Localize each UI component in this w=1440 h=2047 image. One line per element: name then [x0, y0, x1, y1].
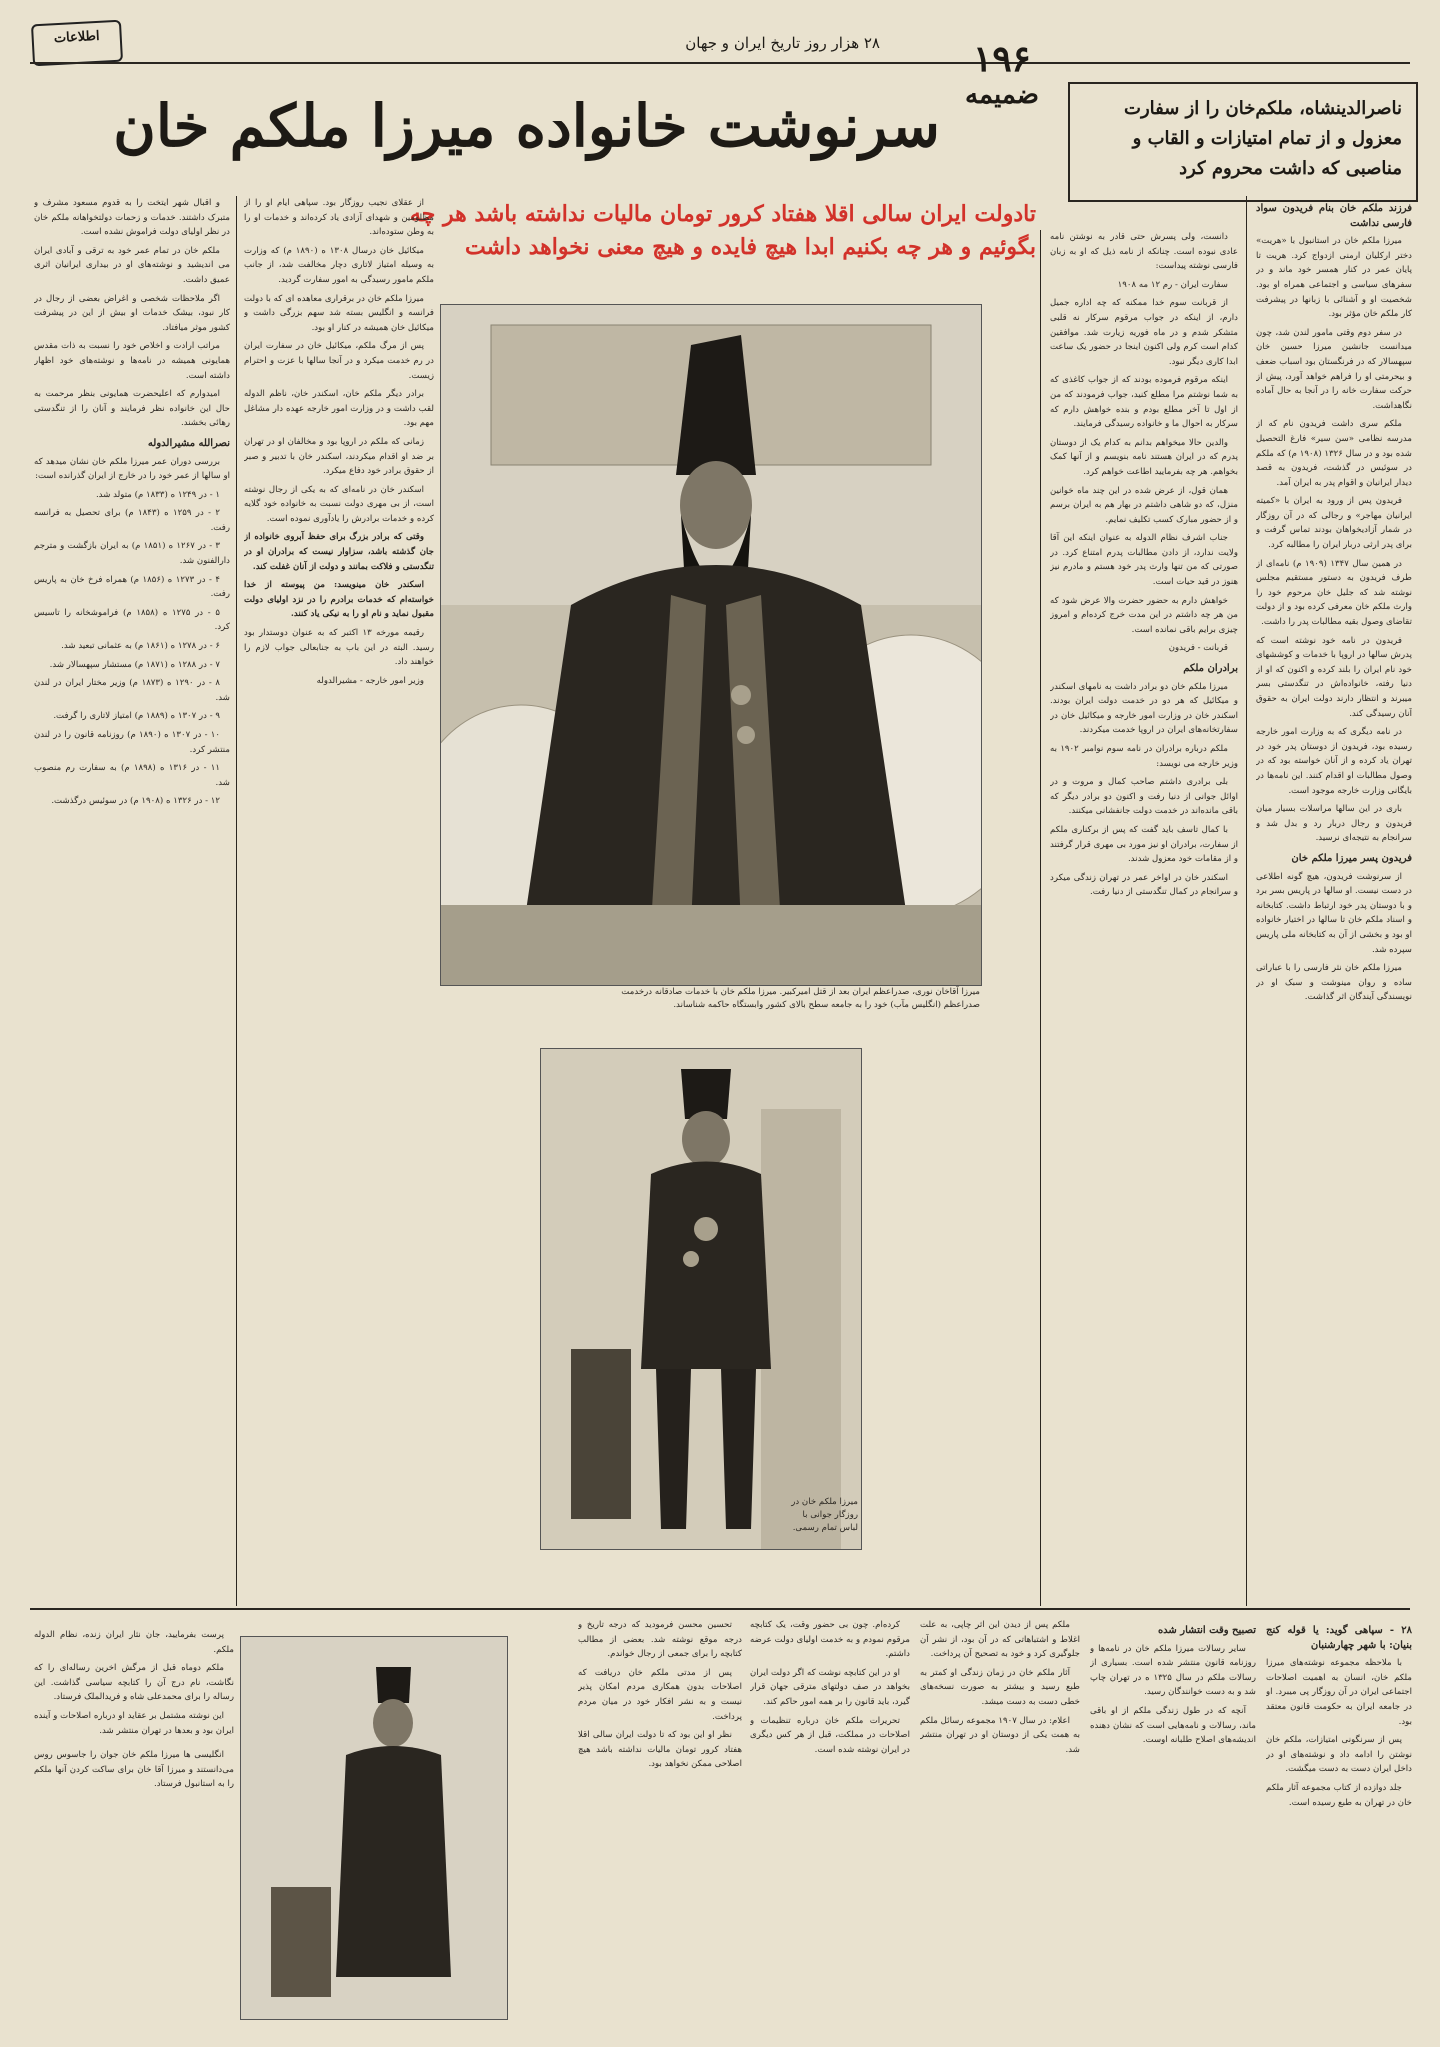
paragraph: ۹ - در ۱۳۰۷ ه (۱۸۸۹ م) امتیاز لاتاری را گرفت. [53, 711, 220, 722]
seated-portrait-image [441, 305, 981, 985]
page-number: ۱۹۶ [972, 38, 1031, 80]
column-subheading: فریدون پسر میرزا ملکم خان [1291, 852, 1412, 864]
paragraph: اگر ملاحظات شخصی و اغراض بعضی از رجال در کار نبود، بیشک خدمات او بیش از این در پیشرفت کشور موثر میافتاد. [34, 293, 230, 333]
column-heading: ۲۸ - سپاهی گوید: یا قوله کنج بنیان: با شهر چهارشنبان [1266, 1625, 1412, 1651]
portrait-photo-standing [540, 1048, 862, 1550]
paragraph: فریدون در نامه خود نوشته است که پدرش سالها در اروپا با خدمات و کوششهای خود نام ایران را بلند کرده و اکنون که او از دنیا رفته، خانواده‌اش در تنگدستی بسر میبرند و انتظار دارند دولت ایران به حقوق آنان رسیدگی کند. [1256, 635, 1412, 719]
paragraph: ۱۰ - در ۱۳۰۷ ه (۱۸۹۰ م) روزنامه قانون را در لندن منتشر کرد. [34, 730, 230, 755]
paragraph: ملکم پس از دیدن این اثر چاپی، به علت اغلاط و اشتباهاتی که در آن بود، از نشر آن جلوگیری کرد و خود به تصحیح آن پرداخت. [920, 1620, 1080, 1660]
column-rule [1246, 196, 1247, 1606]
red-kicker: تادولت ایران سالی اقلا هفتاد کرور تومان مالیات نداشته باشد هر چه بگوئیم و هر چه بکنیم ابدا هیچ فایده و هیچ معنی نخواهد داشت [409, 201, 1036, 260]
photo-caption-3: انگلیسی ها میرزا ملکم خان جوان را جاسوس روس می‌دانستند و میرزا آقا خان برای ساکت کردن آنها ملکم را به استانبول فرستاد. [34, 1750, 234, 1790]
paragraph: زمانی که ملکم در اروپا بود و مخالفان او در تهران بر ضد او اقدام میکردند، اسکندر خان با تدبیر و صبر از حقوق برادر خود دفاع میکرد. [244, 436, 434, 477]
article-column-2 [1050, 230, 1238, 1600]
column-subheading: برادران ملکم [1183, 663, 1238, 675]
column-heading: فرزند ملکم خان بنام فریدون سواد فارسی نداشت [1256, 203, 1412, 229]
portrait-photo-young [240, 1636, 508, 2020]
section-rule [30, 1608, 1410, 1610]
paragraph: و اقبال شهر ایتخت را به قدوم مسعود مشرف و متبرک داشتند. خدمات و زحمات دولتخواهانه ملکم خان در نظر اولیای دولت فراموش نشده است. [34, 198, 230, 238]
paragraph: قربانت - فریدون [1168, 643, 1228, 654]
paragraph: اعلام: در سال ۱۹۰۷ مجموعه رسائل ملکم به همت یکی از دوستان او در تهران منتشر شد. [920, 1715, 1080, 1755]
article-column-3 [244, 196, 434, 1600]
paragraph: سفارت ایران - رم ۱۲ مه ۱۹۰۸ [1117, 279, 1228, 290]
paragraph: از قربانت سوم خدا ممکنه که چه اداره جمیل دارم، از اینکه در جواب مرقوم سرکار نه قلبی متشکر شدم و در ماه فوریه زیارت شد. موافقین کدام است کرم ولی اکنون اینجا در حضور یک ساعت ابدا کاری دیگر نبود. [1050, 298, 1238, 367]
paragraph: سایر رسالات میرزا ملکم خان در نامه‌ها و روزنامه قانون منتشر شده است. بسیاری از رسالات ملکم در سال ۱۳۲۵ ه در تهران چاپ شد و به دست خوانندگان رسید. [1090, 1643, 1256, 1698]
paragraph: آثار ملکم خان در زمان زندگی او کمتر به طبع رسید و بیشتر به صورت نسخه‌های خطی دست به دست میشد. [920, 1667, 1080, 1707]
paragraph: ملکم سری داشت فریدون نام که از مدرسه نظامی «سن سیر» فارغ التحصیل شده بود و در سال ۱۳۲۶ (۱۹۰۸ م) که ملکم در سوئیس در گذشت، فریدون به قصد دیدار ایرانیان و اقوام پدر به ایران آمد. [1256, 419, 1412, 488]
bold-paragraph: اسکندر خان مینویسد: من پیوسته از خدا خواسته‌ام که خدمات برادرم را در نزد اولیای دولت مقبول نماید و نام او را به نیکی یاد کنند. [244, 580, 434, 620]
paragraph: خواهش دارم به حضور حضرت والا عرض شود که من هر چه داشتم در این مدت خرج کرده‌ام و امروز چیزی برایم باقی نمانده است. [1050, 595, 1238, 635]
paragraph: میرزا ملکم خان در استانبول با «هریت» دختر ارکلیان ارمنی ازدواج کرد. هریت تا پایان عمر در کنار همسر خود ماند و در سفرهای سیاسی و اجتماعی همراه او بود. شخصیت او و آشنائی با زبانها در پیشرفت کار ملکم خان مؤثر بود. [1256, 236, 1412, 320]
bottom-column-2 [1090, 1618, 1256, 2028]
paragraph: دانست، ولی پسرش حتی قادر به نوشتن نامه عادی نبوده است. چنانکه از نامه ذیل که او به زبان فارسی نوشته پیداست: [1050, 232, 1238, 272]
paragraph: در نامه دیگری که به وزارت امور خارجه رسیده بود، فریدون از دوستان پدر خود در تهران یاد کرده و از آنان خواسته بود که در وصول مطالبات او اقدام کنند. این نامه‌ها در بایگانی وزارت خارجه موجود است. [1256, 727, 1412, 796]
article-column-4 [34, 196, 230, 1600]
paragraph: ۸ - در ۱۲۹۰ ه (۱۸۷۳ م) وزیر مختار ایران در لندن شد. [34, 678, 230, 703]
paragraph: ۴ - در ۱۲۷۳ ه (۱۸۵۶ م) همراه فرخ خان به پاریس رفت. [34, 574, 230, 600]
paragraph: باری در این سالها مراسلات بسیار میان فریدون و رجال دربار رد و بدل شد و سرانجام به نتیجه‌ای نرسید. [1256, 804, 1412, 844]
bottom-column-1 [1266, 1618, 1412, 2028]
bottom-column-5 [578, 1618, 742, 2028]
header-line: ۲۸ هزار روز تاریخ ایران و جهان [685, 34, 880, 52]
supplement-label: ضمیمه [965, 80, 1039, 110]
paragraph: با کمال تاسف باید گفت که پس از برکناری ملکم از سفارت، برادران او نیز مورد بی مهری قرار گرفتند و از مقامات خود معزول شدند. [1050, 824, 1238, 865]
paragraph: مراتب ارادت و اخلاص خود را نسبت به ذات مقدس همایونی همیشه در نامه‌ها و نوشته‌های خود اظهار داشته است. [34, 341, 230, 381]
paragraph: پس از مرگ ملکم، میکائیل خان در سفارت ایران در رم خدمت میکرد و در آنجا سالها با عزت و احترام زیست. [244, 341, 434, 381]
newspaper-logo: اطلاعات [31, 20, 123, 67]
paragraph: این نوشته مشتمل بر عقاید او درباره اصلاحات و آینده ایران بود و بعدها در تهران منتشر شد. [34, 1710, 234, 1736]
paragraph: رقیمه مورخه ۱۳ اکتبر که به عنوان دوستدار بود رسید. البته در این باب به جنابعالی جواب لازم را خواهند داد. [244, 628, 434, 668]
paragraph: اسکندر خان در نامه‌ای که به یکی از رجال نوشته است، از بی مهری دولت نسبت به خانواده خود گلایه کرده و خدمات برادرش را یادآوری نموده است. [244, 484, 434, 524]
column-rule [1040, 230, 1041, 1606]
paragraph: بلی برادری داشتم صاحب کمال و مروت و در اوائل جوانی از دنیا رفت و اکنون دو برادر دیگر که باقی مانده‌اند در خدمت دولت جانفشانی میکنند. [1050, 777, 1238, 817]
paragraph: ۵ - در ۱۲۷۵ ه (۱۸۵۸ م) فراموشخانه را تاسیس کرد. [34, 607, 230, 633]
paragraph: ۱ - در ۱۲۴۹ ه (۱۸۳۳ م) متولد شد. [95, 489, 220, 500]
paragraph: همان قول، از عرض شده در این چند ماه خوانین منزل، که دو شاهی داشتم در بهار هم به ایران برسم و از حضور مبارک کسب تکلیف نمایم. [1050, 485, 1238, 525]
paragraph: ملکم دوماه قبل از مرگش اخرین رساله‌ای را که نگاشت، نام درج آن را کتابچه سیاسی گذاشت. این رساله را برای محمدعلی شاه و فریدالملک فرستاد. [34, 1663, 234, 1703]
headline: سرنوشت خانواده میرزا ملکم خان [113, 92, 940, 160]
photo-caption-1: میرزا آقاخان نوری، صدراعظم ایران بعد از قتل امیرکبیر. میرزا ملکم خان با خدمات صادقانه درخدمت صدراعظم (انگلیس مآب) خود را به جامعه سطح بالای کشور وابستگاه حاکمه شناساند. [621, 987, 980, 1010]
paragraph: میرزا ملکم خان در برقراری معاهده ای که با دولت فرانسه و انگلیس بسته شد سهم بزرگی داشت و میکائیل خان همیشه در کنار او بود. [244, 293, 434, 333]
paragraph: در همین سال ۱۳۴۷ (۱۹۰۹ م) نامه‌ای از طرف فریدون به دستور مستقیم مجلس نوشته شد که جلیل خان مرحوم خود را وارث ملکم خان معرفی کرده بود و از دولت تقاضای وصول بقیه مطالبات پدر را داشت. [1256, 558, 1412, 628]
paragraph: تحسین محسن فرمودید که درجه تاریخ و درجه موقع نوشته شد. بعضی از مطالب کتابچه را برای جمعی از رجال خواندم. [578, 1620, 742, 1660]
paragraph: از سرنوشت فریدون، هیچ گونه اطلاعی در دست نیست. او سالها در پاریس بسر برد و با دوستان پدر خود ارتباط داشت. کتابخانه و اسناد ملکم خان تا سالها در اختیار خانواده او بود و بخشی از آن به کتابخانه ملی پاریس سپرده شد. [1256, 871, 1412, 955]
paragraph: کرده‌ام. چون بی حضور وقت، یک کتابچه مرقوم نمودم و به خدمت اولیای دولت عرضه داشتم. [750, 1620, 910, 1660]
paragraph: ۲ - در ۱۲۵۹ ه (۱۸۴۳ م) برای تحصیل به فرانسه رفت. [34, 508, 230, 533]
article-column-1 [1256, 196, 1412, 1600]
paragraph: ۷ - در ۱۲۸۸ ه (۱۸۷۱ م) مستشار سپهسالار شد. [49, 659, 220, 670]
paragraph: پس از مدتی ملکم خان دریافت که اصلاحات بدون همکاری مردم امکان پذیر نیست و به نشر افکار خود در میان مردم پرداخت. [578, 1667, 742, 1722]
paragraph: با ملاحظه مجموعه نوشته‌های میرزا ملکم خان، انسان به اهمیت اصلاحات اجتماعی ایران در آن روزگار پی میبرد. او در جامعه ایران به حکومت قانون معتقد بود. [1266, 1658, 1412, 1727]
paragraph: میرزا ملکم خان دو برادر داشت به نامهای اسکندر و میکائیل که هر دو در خدمت دولت ایران بودند. اسکندر خان در وزارت امور خارجه و میکائیل خان در سفارتخانه‌های ایران در اروپا خدمت میکردند. [1050, 681, 1238, 736]
paragraph: از عقلای نجیب روزگار بود. سپاهی ایام او را از مظلومین و شهدای آزادی یاد کرده‌اند و خدمات او را به وطن ستوده‌اند. [244, 198, 434, 238]
column-heading: تصبیح وقت انتشار شده [1157, 1625, 1256, 1636]
paragraph: امیدوارم که اعلیحضرت همایونی بنظر مرحمت به حال این خانواده نظر فرمایند و آنان را از تنگدستی رهائی بخشند. [34, 389, 230, 429]
paragraph: میرزا ملکم خان نثر فارسی را با عباراتی ساده و روان مینوشت و سبک او در نویسندگی آیندگان اثر گذاشت. [1256, 963, 1412, 1003]
paragraph: بررسی دوران عمر میرزا ملکم خان نشان میدهد که او سالها از عمر خود را در خارج از ایران گذرانده است: [34, 456, 230, 482]
bottom-column-3 [920, 1618, 1080, 2028]
bottom-column-6 [34, 1628, 234, 2028]
paragraph: پس از سرنگونی امتیازات، ملکم خان نوشتن را ادامه داد و نوشته‌های او در داخل ایران دست به دست میگشت. [1266, 1735, 1412, 1775]
paragraph: او در این کتابچه نوشت که اگر دولت ایران بخواهد در صف دولتهای مترقی جهان قرار گیرد، باید قانون را بر همه امور حاکم کند. [750, 1667, 910, 1707]
paragraph: در سفر دوم وقتی مامور لندن شد، چون میدانست جانشین میرزا حسین خان سپهسالار که در فرنگستان بود اسباب ضعف و بیحرمتی او را فراهم خواهد آورد، پیش از حرکت سفارت خانه را در آنجا به حال آماده نگاهداشت. [1256, 327, 1412, 411]
paragraph: ۶ - در ۱۲۷۸ ه (۱۸۶۱ م) به عثمانی تبعید شد. [61, 641, 220, 652]
paragraph: آنچه که در طول زندگی ملکم از او باقی ماند، رسالات و نامه‌هایی است که نشان دهنده اندیشه‌های اصلاح طلبانه اوست. [1090, 1705, 1256, 1746]
photo-caption-2: میرزا ملکم خان در روزگار جوانی با لباس تمام رسمی. [791, 1497, 858, 1533]
paragraph: پرست بفرمایید، جان نثار ایران زنده، نظام الدوله ملکم. [34, 1630, 234, 1655]
paragraph: والدین حالا میخواهم بدانم به کدام یک از دوستان پدرم که در ایران هستند نامه بنویسم و از آنها کمک بخواهم. هر چه بفرمایید اطاعت خواهم کرد. [1050, 437, 1238, 477]
standing-portrait-image [541, 1049, 861, 1549]
column-rule [236, 196, 237, 1606]
column-subheading: نصرالله مشیرالدوله [147, 437, 230, 449]
paragraph: ملکم درباره برادران در نامه سوم نوامبر ۱۹۰۲ به وزیر خارجه می نویسد: [1050, 744, 1238, 769]
paragraph: اسکندر خان در اواخر عمر در تهران زندگی میکرد و سرانجام در کمال تنگدستی از دنیا رفت. [1050, 872, 1238, 898]
paragraph: ۱۱ - در ۱۳۱۶ ه (۱۸۹۸ م) به سفارت رم منصوب شد. [34, 763, 230, 788]
paragraph: نظر او این بود که تا دولت ایران سالی اقلا هفتاد کرور تومان مالیات نداشته باشد هیچ اصلاحی ممکن نخواهد بود. [578, 1730, 742, 1770]
bold-paragraph: وقتی که برادر بزرگ برای حفظ آبروی خانواده از جان گذشته باشد، سزاوار نیست که برادران او در تنگدستی و فلاکت بمانند و دولت از آنان غفلت کند. [244, 532, 434, 572]
young-portrait-image [241, 1637, 507, 2019]
portrait-photo-seated [440, 304, 982, 986]
paragraph: جلد دوازده از کتاب مجموعه آثار ملکم خان در تهران به طبع رسیده است. [1266, 1782, 1412, 1808]
bottom-column-4 [750, 1618, 910, 2028]
paragraph: ۱۲ - در ۱۳۲۶ ه (۱۹۰۸ م) در سوئیس درگذشت. [51, 796, 220, 807]
paragraph: ۳ - در ۱۲۶۷ ه (۱۸۵۱ م) به ایران بازگشت و مترجم دارالفنون شد. [34, 541, 230, 567]
paragraph: وزیر امور خارجه - مشیرالدوله [316, 675, 424, 686]
paragraph: میکائیل خان درسال ۱۳۰۸ ه (۱۸۹۰ م) که وزارت به وسیله امتیاز لاتاری دچار مخالفت شد، از جانب ملکم مامور رسیدگی به امور سفارت گردید. [244, 245, 434, 285]
paragraph: ملکم خان در تمام عمر خود به ترقی و آبادی ایران می اندیشید و نوشته‌های او در بیداری ایرانیان اثری عمیق داشت. [34, 245, 230, 285]
paragraph: برادر دیگر ملکم خان، اسکندر خان، ناظم الدوله لقب داشت و در وزارت امور خارجه عهده دار مشاغل مهم بود. [244, 389, 434, 429]
paragraph: اینکه مرقوم فرموده بودند که از جواب کاغذی که به شما نوشتم مرا مطلع کنید، جواب فرمودند که من از اول تا آخر مطلع بودم و بنده خواهش دارم که سرکار به احوال ما و خانواده رسیدگی فرمایند. [1050, 375, 1238, 430]
side-box: ناصرالدینشاه، ملکم‌خان را از سفارت معزول و از تمام امتیازات و القاب و مناصبی که داشت محروم کرد [1068, 82, 1418, 202]
paragraph: تحریرات ملکم خان درباره تنظیمات و اصلاحات در مملکت، قبل از هر کس دیگری در ایران نوشته شده است. [750, 1715, 910, 1755]
paragraph: جناب اشرف نظام الدوله به عنوان اینکه این آقا ولایت ندارد، از دادن مطالبات پدرم امتناع کرد. در صورتی که من تنها وارث پدر خود هستم و مادرم نیز هنوز در قید حیات است. [1050, 533, 1238, 588]
paragraph: فریدون پس از ورود به ایران با «کمیته ایرانیان مهاجر» و رجالی که در آن روزگار در شمار آزادیخواهان بودند تماس گرفت و برای پدر ارثی دربار ایران را مطالبه کرد. [1256, 496, 1412, 551]
header-rule [30, 62, 1410, 64]
